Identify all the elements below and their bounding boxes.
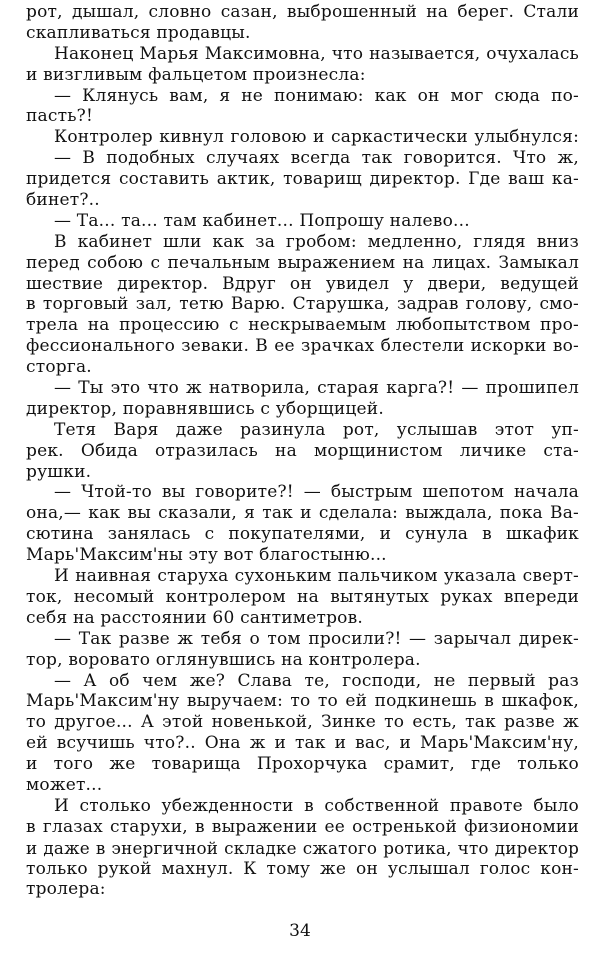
text-line: рот, дышал, словно сазан, выброшенный на берег. Стали — [26, 2, 579, 22]
text-line: и визгливым фальцетом произнесла: — [26, 64, 366, 85]
text-line: в глазах старухи, в выражении ее остренькой физиономии — [26, 816, 579, 837]
text-line: она,— как вы сказали, я так и сделала: выждала, пока Ва- — [26, 503, 579, 524]
body-text — [26, 2, 579, 900]
text-line: себя на расстоянии 60 сантиметров. — [26, 607, 363, 628]
text-line: Марь'Максим'ну выручаем: то то ей подкинешь в шкафок, — [26, 691, 579, 712]
text-line: — Клянусь вам, я не понимаю: как он мог сюда по- — [54, 85, 579, 106]
text-line: сютина занялась с покупателями, и сунула в шкафик — [26, 524, 579, 545]
text-line: Тетя Варя даже разинула рот, услышав этот уп- — [54, 419, 579, 440]
text-line: то другое... А этой новенькой, Зинке то есть, так разве ж — [26, 712, 579, 733]
text-line: — В подобных случаях всегда так говорится. Что ж, — [54, 148, 579, 169]
text-line: перед собою с печальным выражением на лицах. Замыкал — [26, 252, 579, 273]
text-line: сторга. — [26, 357, 92, 378]
text-line: И наивная старуха сухоньким пальчиком указала сверт- — [54, 566, 579, 587]
text-line: придется составить актик, товарищ директор. Где ваш ка- — [26, 169, 579, 190]
text-line: трела на процессию с нескрываемым любопытством про- — [26, 315, 579, 336]
text-line: Марь'Максим'ны эту вот благостыню... — [26, 545, 387, 566]
text-line: И столько убежденности в собственной правоте было — [54, 795, 579, 816]
text-line: В кабинет шли как за гробом: медленно, глядя вниз — [54, 231, 579, 252]
text-line: и даже в энергичной складке сжатого ротика, что директор — [26, 837, 579, 858]
text-line: рек. Обида отразилась на морщинистом личике ста- — [26, 440, 579, 461]
text-line: рушки. — [26, 461, 92, 482]
text-line: — Та... та... там кабинет... Попрошу налево... — [54, 210, 470, 231]
text-line: и того же товарища Прохорчука срамит, где только — [26, 754, 579, 775]
text-line: скапливаться продавцы. — [26, 22, 251, 43]
text-line: — Ты это что ж натворила, старая карга?! — прошипел — [54, 378, 579, 399]
text-line: директор, поравнявшись с уборщицей. — [26, 398, 384, 419]
text-line: — А об чем же? Слава те, господи, не первый раз — [54, 670, 579, 691]
text-line: фессионального зеваки. В ее зрачках блестели искорки во- — [26, 336, 579, 357]
page-number: 34 — [289, 921, 311, 941]
text-line: ток, несомый контролером на вытянутых руках впереди — [26, 586, 579, 607]
text-line: ей всучишь что?.. Она ж и так и вас, и Марь'Максим'ну, — [26, 733, 579, 754]
text-line: бинет?.. — [26, 190, 100, 211]
text-line: шествие директор. Вдруг он увидел у двери, ведущей — [26, 273, 579, 294]
text-line: — Так разве ж тебя о том просили?! — зарычал дирек- — [54, 628, 579, 649]
text-line: тролера: — [26, 879, 106, 900]
text-line: Контролер кивнул головою и саркастически улыбнулся: — [54, 127, 579, 148]
text-line: может... — [26, 774, 103, 795]
text-line: — Чтой-то вы говорите?! — быстрым шепотом начала — [54, 482, 579, 503]
text-line: тор, воровато оглянувшись на контролера. — [26, 649, 421, 670]
text-line: в торговый зал, тетю Варю. Старушка, задрав голову, смо- — [26, 294, 579, 315]
text-line: только рукой махнул. К тому же он услышал голос кон- — [26, 858, 579, 879]
text-line: Наконец Марья Максимовна, что называется, очухалась — [54, 43, 579, 64]
text-line: пасть?! — [26, 106, 93, 127]
